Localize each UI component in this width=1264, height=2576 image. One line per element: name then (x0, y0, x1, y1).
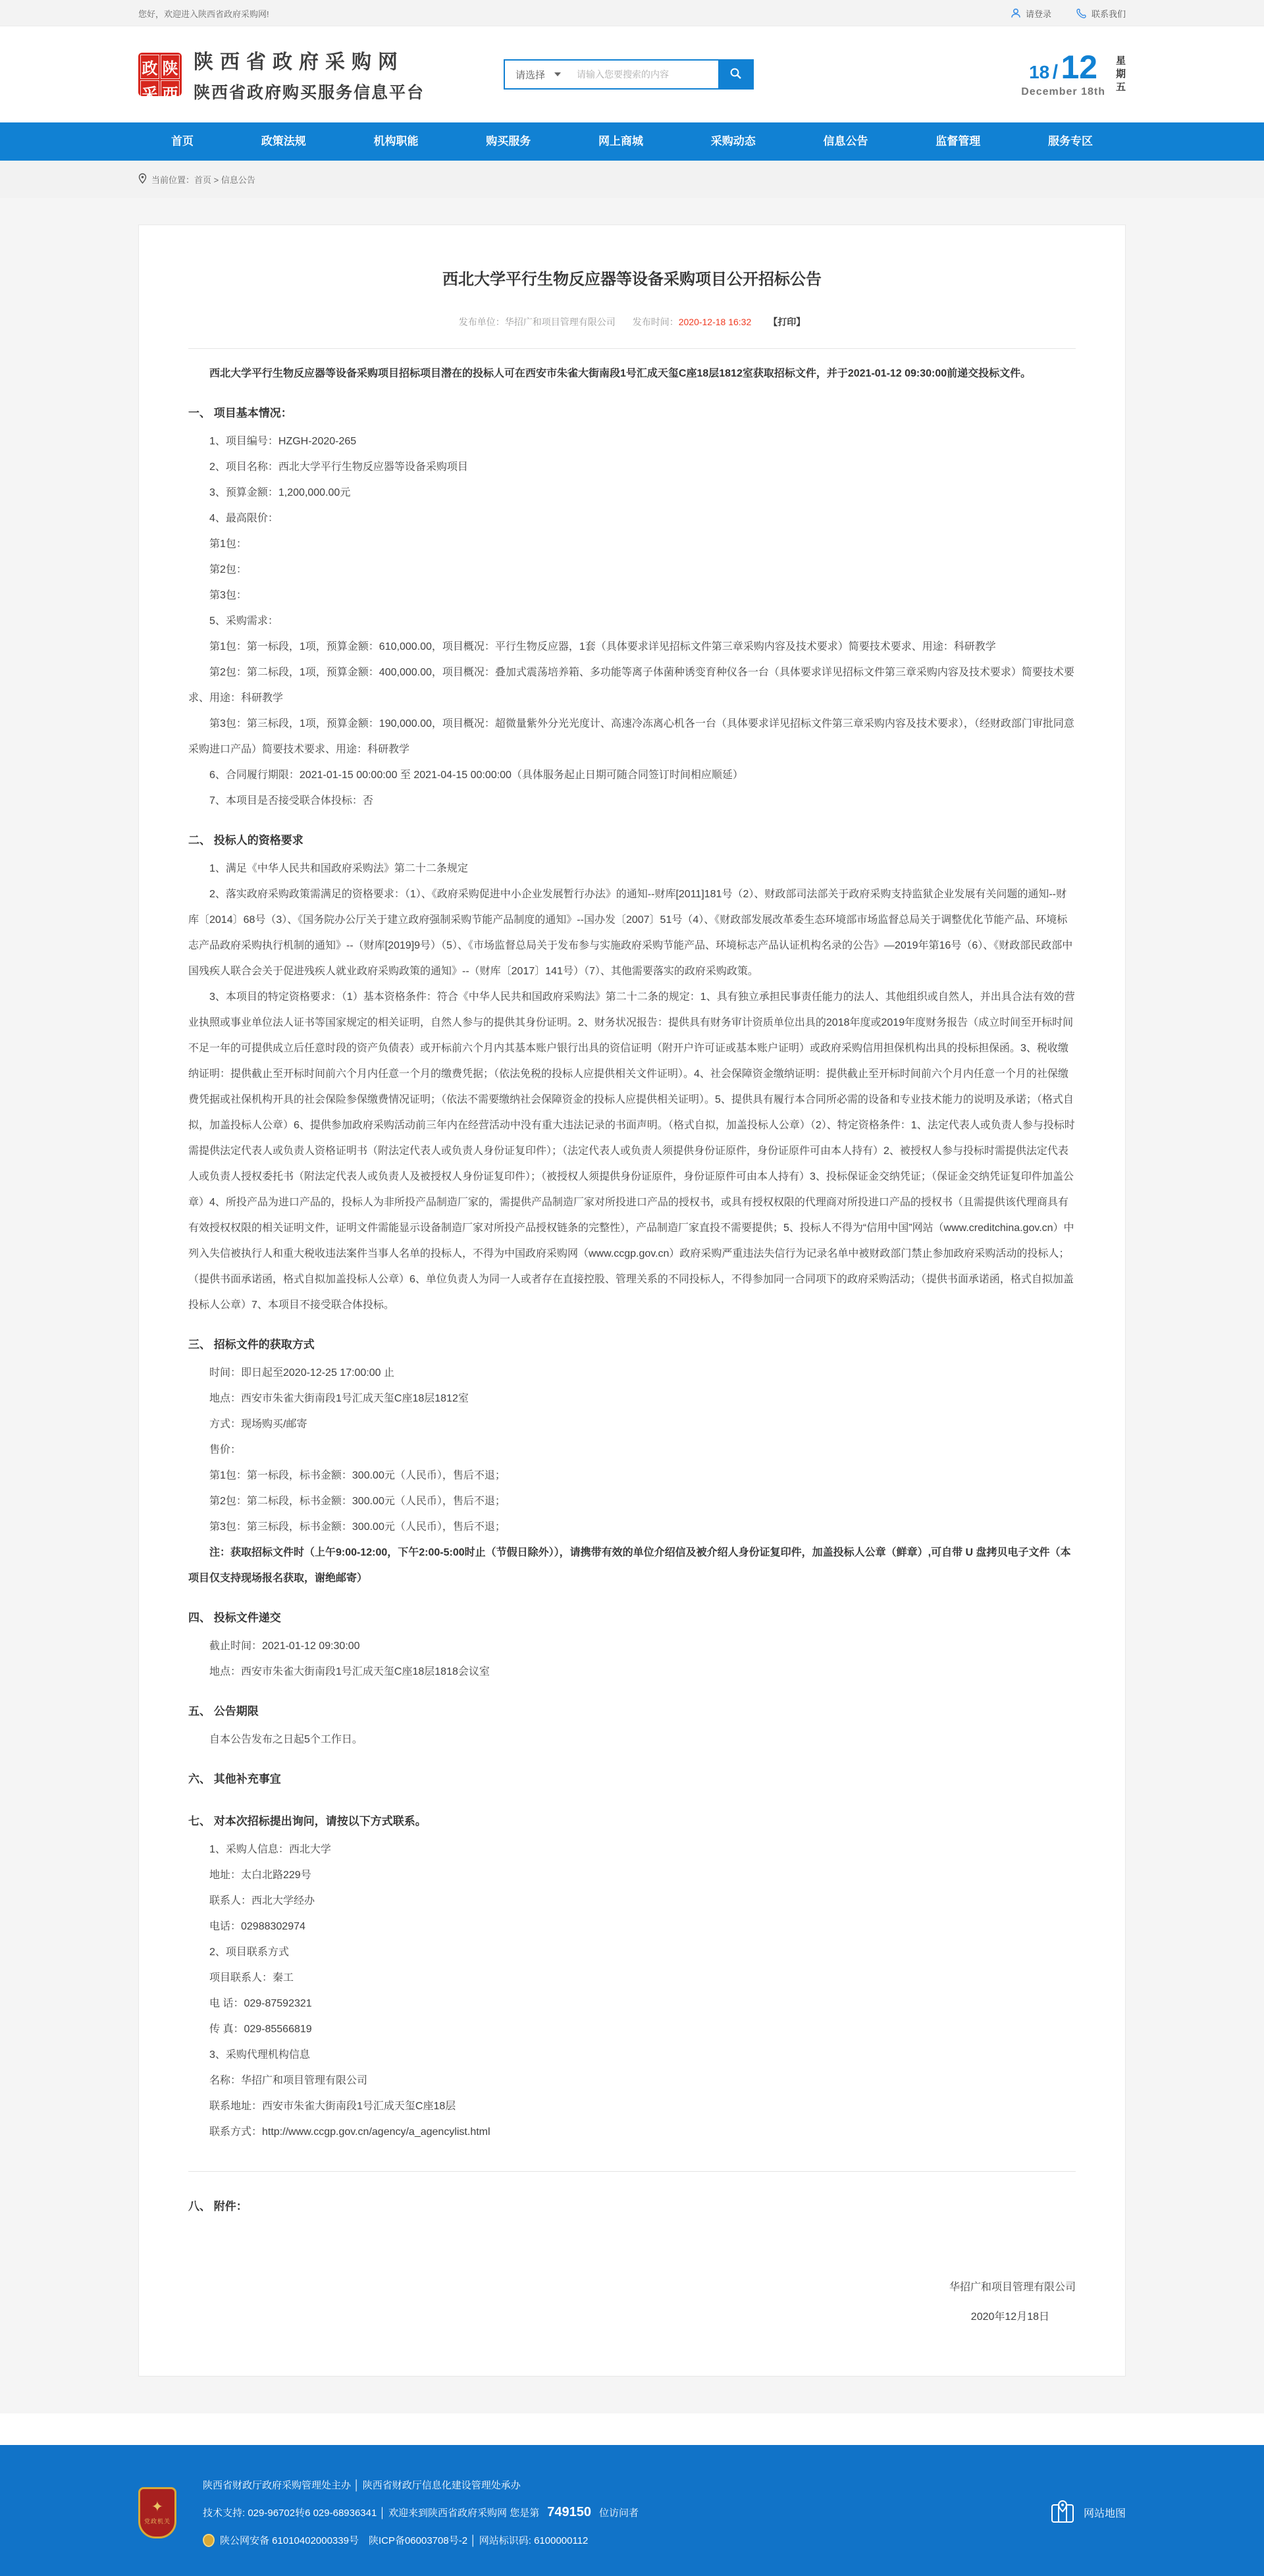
article-paragraph: 2、项目名称：西北大学平行生物反应器等设备采购项目 (209, 461, 468, 473)
article-paragraph: 第3包：第三标段，标书金额：300.00元（人民币），售后不退； (209, 1521, 506, 1533)
site-logo[interactable] (138, 45, 425, 103)
article-paragraph: 第3包： (209, 590, 247, 601)
article-paragraph: 时间：即日起至2020-12-25 17:00:00 止 (209, 1367, 395, 1379)
date-weekday: 星 期 五 (1115, 55, 1126, 93)
article-paragraph: 四、 投标文件递交 (188, 1612, 281, 1624)
article-paragraph: 6、合同履行期限：2021-01-15 00:00:00 至 2021-04-15 00:00:00（具体服务起止日期可随合同签订时间相应顺延） (209, 770, 743, 781)
article-paragraph: 第3包：第三标段，1项，预算金额：190,000.00，项目概况：超微量紫外分光光度计、高速冷冻离心机各一台（具体要求详见招标文件第三章采购内容及技术要求），（经财政部门审批同意采购进口产品）简要技术要求、用途：科研教学 (188, 718, 1074, 755)
content-area (0, 198, 1264, 2413)
article-paragraph: 电话：02988302974 (209, 1921, 305, 1932)
welcome-text: 您好，欢迎进入陕西省政府采购网! (138, 9, 269, 19)
article-paragraph: 1、项目编号：HZGH-2020-265 (209, 436, 357, 447)
article-paragraph: 第2包：第二标段，1项，预算金额：400,000.00，项目概况：叠加式震荡培养箱、多功能等离子体菌种诱变育种仪各一台（具体要求详见招标文件第三章采购内容及技术要求）简要技术要求、用途：科研教学 (188, 667, 1074, 704)
location-pin-icon (138, 173, 147, 186)
top-utility-bar (0, 0, 1264, 26)
breadcrumb[interactable]: 当前位置：首页 > 信息公告 (151, 175, 255, 185)
search-button[interactable] (718, 61, 752, 88)
date-day: 18 (1029, 62, 1050, 82)
article-paragraph: 3、预算金额：1,200,000.00元 (209, 487, 351, 498)
contact-link[interactable]: 联系我们 (1076, 7, 1126, 20)
police-badge-icon (203, 2534, 215, 2547)
phone-icon (1076, 8, 1087, 18)
article-paragraph: 传 真：029-85566819 (209, 2024, 312, 2035)
search-icon (729, 67, 742, 82)
article-paragraph: 西北大学平行生物反应器等设备采购项目招标项目潜在的投标人可在西安市朱雀大街南段1号汇成天玺C座18层1812室获取招标文件，并于2021-01-12 09:30:00前递交投标文件。 (209, 368, 1032, 379)
publisher-value: 华招广和项目管理有限公司 (504, 317, 616, 327)
article-paragraph: 联系地址：西安市朱雀大街南段1号汇成天玺C座18层 (209, 2101, 456, 2112)
article-paragraph: 方式：现场购买/邮寄 (209, 1419, 307, 1430)
article-paragraph: 二、 投标人的资格要求 (188, 834, 303, 847)
search-category-select[interactable]: 请选择 (505, 61, 570, 88)
article-paragraph: 2、项目联系方式 (209, 1947, 289, 1958)
login-link[interactable]: 请登录 (1011, 7, 1051, 20)
site-subtitle: 陕西省政府购买服务信息平台 (194, 84, 425, 102)
article-paragraph: 地点：西安市朱雀大街南段1号汇成天玺C座18层1812室 (209, 1393, 469, 1404)
article-paragraph: 六、 其他补充事宜 (188, 1773, 281, 1785)
article-paragraph: 第1包：第一标段，标书金额：300.00元（人民币），售后不退； (209, 1470, 506, 1481)
article-paragraph: 截止时间：2021-01-12 09:30:00 (209, 1641, 360, 1652)
print-button[interactable]: 【打印】 (768, 317, 806, 327)
article-paragraph: 三、 招标文件的获取方式 (188, 1338, 315, 1351)
article-paragraph: 7、本项目是否接受联合体投标：否 (209, 795, 373, 806)
nav-item[interactable]: 政策法规 (261, 135, 306, 147)
article-paragraph: 联系方式：http://www.ccgp.gov.cn/agency/a_agencylist.html (209, 2126, 490, 2138)
article-paragraph: 电 话：029-87592321 (209, 1998, 312, 2009)
publish-meta (188, 315, 1076, 329)
footer-tech-line: 技术支持: 029-96702转6 029-68936341 │ 欢迎来到陕西省政府采购网 您是第 749150 位访问者 (203, 2505, 639, 2519)
date-widget: 18 / 12 December 18th 星 期 五 (1021, 49, 1126, 97)
article-paragraph: 地址：太白北路229号 (209, 1870, 311, 1881)
article-paragraph: 售价： (209, 1444, 242, 1456)
article-paragraph: 4、最高限价： (209, 513, 278, 524)
main-nav (0, 122, 1264, 161)
sitemap-icon (1049, 2500, 1076, 2526)
page-title: 西北大学平行生物反应器等设备采购项目公开招标公告 (442, 271, 822, 288)
logo-seal-icon: 政 陕 采 西 (138, 53, 182, 96)
article-paragraph: 1、采购人信息：西北大学 (209, 1844, 331, 1855)
article-paragraph: 一、 项目基本情况： (188, 407, 292, 419)
date-month-en: December (1021, 86, 1078, 97)
article-paragraph: 名称：华招广和项目管理有限公司 (209, 2075, 368, 2086)
chevron-down-icon (554, 72, 561, 76)
footer-security-line: 陕公网安备 61010402000339号 陕ICP备06003708号-2 │ 网站标识码: 6100000112 (203, 2533, 639, 2547)
article-paragraph: 自本公告发布之日起5个工作日。 (209, 1734, 363, 1745)
nav-item[interactable]: 机构职能 (373, 135, 419, 147)
article-paragraph: 五、 公告期限 (188, 1705, 259, 1718)
nav-item[interactable]: 服务专区 (1048, 135, 1093, 147)
article-paragraph: 2、落实政府采购政策需满足的资格要求：（1）、《政府采购促进中小企业发展暂行办法》的通知--财库[2011]181号（2）、财政部司法部关于政府采购支持监狱企业发展有关问题的通知--财库〔2014〕68号（3）、《国务院办公厅关于建立政府强制采购节能产品制度的通知》--国办发〔2007〕51号（4）、《财政部发展改革委生态环境部市场监督总局关于调整优化节能产品、环境标志产品政府采购执行机制的通知》--（财库[2019]9号）（5）、《市场监督总局关于发布参与实施政府采购节能产品、环境标志产品认证机构名录的公告》—2019年第16号（6）、《财政部民政部中国残疾人联合会关于促进残疾人就业政府采购政策的通知》--（财库〔2017〕141号）（7）、其他需要落实的政府采购政策。 (188, 889, 1073, 977)
article-paragraph: 第2包：第二标段，标书金额：300.00元（人民币），售后不退； (209, 1496, 506, 1507)
date-month: 12 (1061, 49, 1098, 86)
user-icon (1011, 8, 1021, 18)
date-day-en: 18th (1081, 86, 1105, 97)
article-paragraph: 2020年12月18日 (970, 2311, 1049, 2323)
sitemap-link[interactable]: 网站地图 (1049, 2500, 1126, 2526)
publish-time-label: 发布时间： (632, 317, 679, 327)
breadcrumb-bar (0, 161, 1264, 198)
visitor-count: 749150 (547, 2505, 591, 2519)
article-paragraph: 地点：西安市朱雀大街南段1号汇成天玺C座18层1818会议室 (209, 1666, 490, 1677)
article-paragraph: 华招广和项目管理有限公司 (949, 2282, 1076, 2293)
article-paragraph: 3、采购代理机构信息 (209, 2049, 310, 2061)
search-box (504, 59, 754, 90)
nav-item[interactable]: 首页 (171, 135, 194, 147)
nav-item[interactable]: 网上商城 (598, 135, 643, 147)
announcement-card (138, 224, 1126, 2377)
article-paragraph: 5、采购需求： (209, 616, 278, 627)
nav-item[interactable]: 信息公告 (823, 135, 868, 147)
site-header (0, 26, 1264, 122)
article-paragraph: 注：获取招标文件时（上午9:00-12:00，下午2:00-5:00时止（节假日除外）），请携带有效的单位介绍信及被介绍人身份证复印件，加盖投标人公章（鲜章）,可自带 U 盘拷贝电子文件（本项目仅支持现场报名获取，谢绝邮寄） (188, 1547, 1071, 1584)
article-paragraph (188, 2171, 1076, 2172)
article-paragraph: 七、 对本次招标提出询问，请按以下方式联系。 (188, 1815, 427, 1827)
article-paragraph: 项目联系人：秦工 (209, 1972, 294, 1984)
article-paragraph: 第2包： (209, 564, 247, 575)
government-emblem-icon: ✦ 党政机关 (138, 2487, 176, 2538)
nav-item[interactable]: 采购动态 (710, 135, 756, 147)
site-footer (0, 2445, 1264, 2576)
footer-organizer-line: 陕西省财政厅政府采购管理处主办 │ 陕西省财政厅信息化建设管理处承办 (203, 2480, 521, 2491)
meta-divider (188, 348, 1076, 349)
article-body (188, 361, 1076, 2330)
publisher-label: 发布单位： (458, 317, 505, 327)
nav-item[interactable]: 监督管理 (935, 135, 981, 147)
nav-item[interactable]: 购买服务 (486, 135, 531, 147)
article-paragraph: 联系人：西北大学经办 (209, 1895, 315, 1906)
article-paragraph: 八、 附件： (188, 2200, 248, 2213)
article-paragraph: 第1包： (209, 539, 247, 550)
search-input[interactable] (570, 61, 718, 88)
article-paragraph: 第1包：第一标段，1项，预算金额：610,000.00，项目概况：平行生物反应器，1套（具体要求详见招标文件第三章采购内容及技术要求）简要技术要求、用途：科研教学 (209, 641, 996, 652)
publish-time-value: 2020-12-18 16:32 (678, 317, 752, 327)
article-paragraph: 3、本项目的特定资格要求：（1）基本资格条件：符合《中华人民共和国政府采购法》第二十二条的规定：1、具有独立承担民事责任能力的法人、其他组织或自然人，并出具合法有效的营业执照或事业单位法人证书等国家规定的相关证明，自然人参与的提供其身份证明。2、财务状况报告：提供具有财务审计资质单位出具的2018年度或2019年度财务报告（成立时间至开标时间不足一年的可提供成立后任意时段的资产负债表）或开标前六个月内其基本账户银行出具的资信证明（附开户许可证或基本账户证明）或政府采购信用担保机构出具的投标担保函。3、税收缴纳证明：提供截止至开标时间前六个月内任意一个月的缴费凭据；（依法免税的投标人应提供相关文件证明）。4、社会保障资金缴纳证明：提供截止至开标时间前六个月内任意一个月的社保缴费凭据或社保机构开具的社会保险参保缴费情况证明；（依法不需要缴纳社会保障资金的投标人应提供相关证明）。5、提供具有履行本合同所必需的设备和专业技术能力的说明及承诺；（格式自拟，加盖投标人公章）6、提供参加政府采购活动前三年内在经营活动中没有重大违法记录的书面声明。（格式自拟，加盖投标人公章）（2）、特定资格条件：1、法定代表人或负责人参与投标时需提供法定代表人或负责人资格证明书（附法定代表人或负责人身份证复印件）；（法定代表人或负责人须提供身份证原件，身份证原件可由本人持有）2、被授权人参与投标时需提供法定代表人或负责人授权委托书（附法定代表人或负责人及被授权人身份证复印件）；（被授权人须提供身份证原件，身份证原件可由本人持有）3、投标保证金交纳凭证；（保证金交纳凭证复印件加盖公章）4、所投产品为进口产品的，投标人为非所投产品制造厂家的，需提供产品制造厂家对所投进口产品的授权书，或具有授权权限的代理商对所投进口产品的授权书（且需提供该代理商具有有效授权权限的相关证明文件，证明文件需能显示设备制造厂家对所投产品授权链条的完整性），产品制造厂家直投不需要提供；5、投标人不得为“信用中国”网站（www.creditchina.gov.cn）中列入失信被执行人和重大税收违法案件当事人名单的投标人，不得为中国政府采购网（www.ccgp.gov.cn）政府采购严重违法失信行为记录名单中被财政部门禁止参加政府采购活动的投标人；（提供书面承诺函，格式自拟加盖投标人公章）6、单位负责人为同一人或者存在直接控股、管理关系的不同投标人，不得参加同一合同项下的政府采购活动；（提供书面承诺函，格式自拟加盖投标人公章）7、本项目不接受联合体投标。 (188, 991, 1075, 1311)
article-paragraph: 1、满足《中华人民共和国政府采购法》第二十二条规定 (209, 863, 468, 874)
site-name: 陕西省政府采购网 (194, 51, 404, 73)
